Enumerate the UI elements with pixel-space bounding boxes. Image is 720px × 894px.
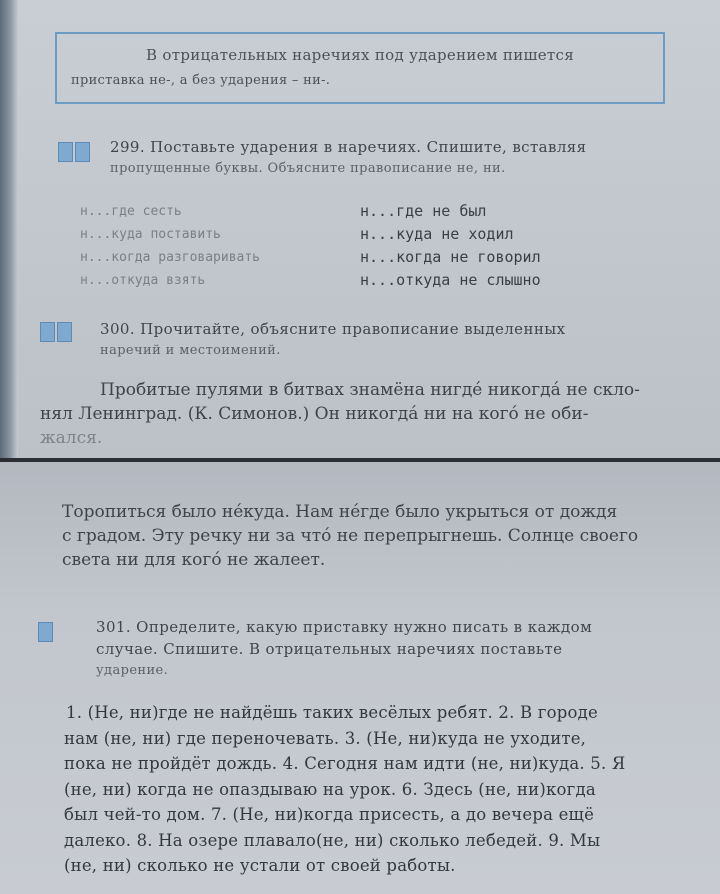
rule-line-1: В отрицательных наречиях под ударением пишется [146, 46, 574, 64]
text300-line-1: Пробитые пулями в битвах знамёна нигдé никогдá не скло- [100, 380, 640, 400]
text301-line-1: 1. (Не, ни)где не найдёшь таких весёлых ребят. 2. В городе [66, 703, 598, 722]
exercise-300-line-2: наречий и местоимений. [100, 343, 281, 358]
exercise-300-text [40, 378, 700, 450]
exercise-301-heading [96, 616, 696, 682]
text301-line-2: нам (не, ни) где переночевать. 3. (Не, ни)куда не уходите, [64, 728, 587, 748]
word-left-1: н...где сесть [80, 204, 182, 219]
text301-line-6: далеко. 8. На озере плавало(не, ни) сколько лебедей. 9. Мы [64, 830, 601, 850]
text301-line-5: был чей-то дом. 7. (Не, ни)когда присесть, а до вечера ещё [64, 805, 595, 824]
text301-line-3: пока не пройдёт дождь. 4. Сегодня нам идти (не, ни)куда. 5. Я [64, 754, 626, 773]
exercise-301-line-2: случае. Спишите. В отрицательных наречиях поставьте [96, 640, 563, 658]
text300-line-3: жался. [40, 428, 103, 448]
rule-box [55, 32, 665, 104]
word-right-2: н...куда не ходил [360, 225, 514, 243]
exercise-301-icon [38, 622, 56, 644]
exercise-301-line-1: 301. Определите, какую приставку нужно писать в каждом [96, 618, 593, 636]
exercise-300-line-1: 300. Прочитайте, объясните правописание выделенных [100, 320, 566, 338]
word-right-4: н...откуда не слышно [360, 271, 541, 289]
word-left-2: н...куда поставить [80, 227, 221, 242]
text300b-line-2: с градом. Эту речку ни за чтó не перепрыгнешь. Солнце своего [62, 526, 639, 546]
text300b-line-3: света ни для когó не жалеет. [62, 550, 326, 570]
exercise-301-line-3: ударение. [96, 663, 169, 678]
exercise-299-line-1: 299. Поставьте ударения в наречиях. Спишите, вставляя [110, 138, 587, 156]
word-left-3: н...когда разговаривать [80, 250, 261, 265]
text300-line-2: нял Ленинград. (К. Симонов.) Он никогдá ни на когó не оби- [40, 404, 589, 424]
exercise-299-icon [58, 142, 92, 164]
exercise-301-text [64, 700, 696, 879]
text301-line-4: (не, ни) когда не опаздываю на урок. 6. Здесь (не, ни)когда [64, 779, 596, 799]
rule-line-2: приставка не-, а без ударения – ни-. [71, 73, 331, 88]
word-list-left [80, 200, 260, 292]
text300b-line-1: Торопиться было нéкуда. Нам нéгде было укрыться от дождя [62, 502, 618, 522]
exercise-300-icon [40, 322, 74, 344]
text301-line-7: (не, ни) сколько не устали от своей работы. [64, 856, 456, 875]
book-spine-shadow [0, 0, 18, 458]
word-right-1: н...где не был [360, 202, 487, 220]
exercise-300-heading [100, 318, 700, 362]
exercise-299-heading [110, 136, 690, 180]
word-right-3: н...когда не говорил [360, 248, 541, 266]
word-list-right [360, 200, 541, 292]
exercise-300-text-continued [62, 500, 702, 572]
exercise-299-line-2: пропущенные буквы. Объясните правописание не, ни. [110, 161, 506, 176]
word-left-4: н...откуда взять [80, 273, 206, 288]
